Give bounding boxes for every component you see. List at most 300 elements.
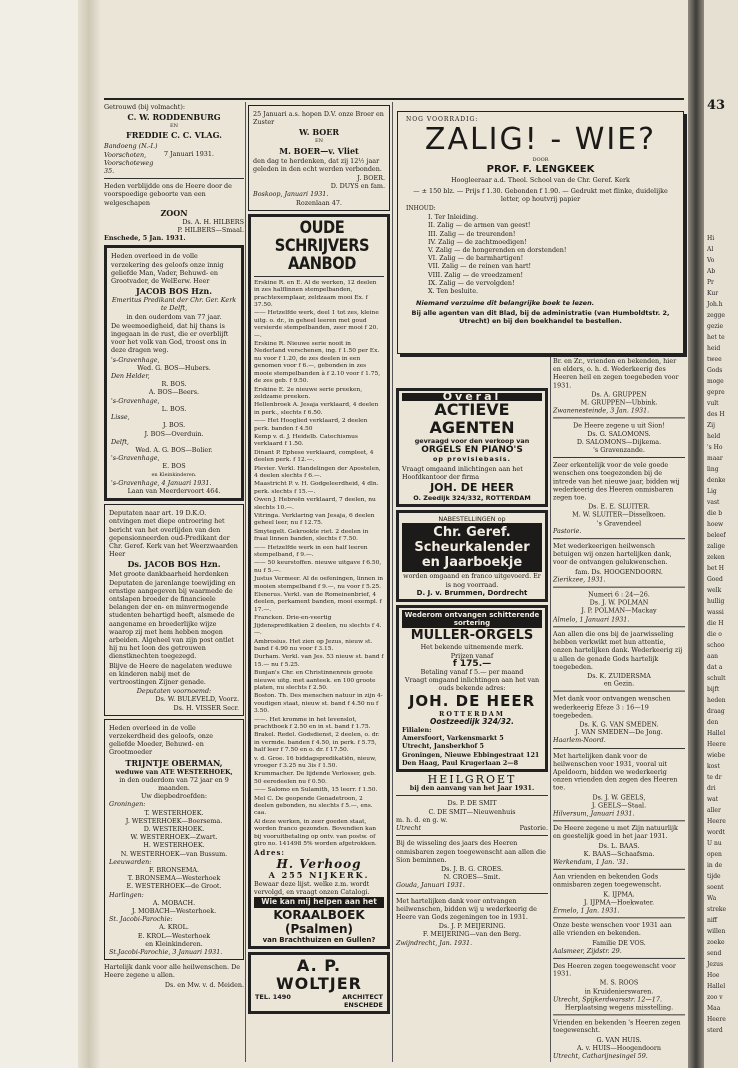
greeting-notice — [553, 921, 685, 954]
notice-text: De weemoedigheid, dat hij thans is ingegaan in de rust, die er overblijft voor het volk van God, troost ons in deze dragen weg. — [111, 321, 229, 355]
ad-banner: Wederom ontvangen schitterende sortering — [402, 610, 542, 628]
ad-heading: OUDE SCHRIJVERS AANBOD — [274, 217, 370, 274]
signature: N. CROES—Smit. — [443, 873, 501, 882]
signature: Numeri 6 : 24—26. — [588, 590, 650, 599]
address: Rozenlaan 47. — [296, 198, 342, 207]
ad-price: f 175.— — [452, 658, 492, 669]
ad-heading: ACTIEVE AGENTEN — [429, 400, 515, 438]
toc-entry: I. Ter Inleiding. — [428, 213, 479, 222]
notice-text: Aan allen die ons bij de jaarwisseling hebben verkwikt met hun attentie, onzen hartelijken dank. Wederkeerig zij u allen de genade Gods hartelijk toegebeden. — [553, 630, 683, 671]
notice-date: Werkendam, 1 Jan. '31. — [553, 857, 629, 866]
relative: T. WESTERHOEK. — [144, 808, 204, 817]
signature: M. S. ROOS — [599, 979, 639, 988]
next-page-fragment: Lig — [707, 488, 717, 495]
book-entry: Brakel. Redel. Godsdienst, 2 deelen, o. dr. in vermde. banden f 4.50, in perk. f 5.75, half leer f 7.50 en o. dr. f 17.50. — [254, 732, 380, 754]
next-page-fragment: Heere — [707, 1016, 726, 1023]
next-page-fragment: streke — [707, 906, 727, 913]
notice-text: Br. en Zr., vrienden en bekenden, hier en elders, o. h. d. Wederkeerig des Heeren heil en zegen toegebeden voor 1931. — [553, 356, 679, 390]
notice-line: weduwe van ATE WESTERHOEK, — [115, 767, 233, 776]
signature: 's Gravenzande. — [593, 446, 645, 455]
signature: Ds. A. GRUPPEN — [591, 390, 647, 399]
greeting-notice — [553, 752, 685, 818]
signature: Ds. J. W. GEELS, — [592, 793, 646, 802]
book-entry: Smytegelt. Gekrookte riet. 2 deelen in fraai linnen banden, slechts f 7.50. — [254, 528, 369, 543]
next-page-fragment: kost — [707, 763, 720, 770]
book-entry: Elsnerus. Verkl. van de Romeinenbrief, 4 deelen, perkament banden, mooi exempl. f 17.—. — [254, 592, 382, 613]
address: Pastorie. — [519, 824, 548, 833]
relative: E. WESTERHOEK—de Groot. — [126, 882, 222, 891]
book-author: PROF. F. LENGKEEK — [486, 164, 595, 176]
phone: TEL. 1490 — [255, 992, 291, 1001]
next-page-fragment: hoew — [707, 521, 724, 528]
relative: E. KROL—Westerhoek — [137, 931, 211, 940]
greeting-notice — [553, 1019, 685, 1061]
relative: L. BOS. — [161, 404, 187, 413]
notice-line: Deputaten voornoemd: — [136, 687, 212, 696]
next-page-fragment: U nu — [707, 840, 722, 847]
toc-entry: IV. Zalig — de zachtmoedigen! — [428, 237, 527, 246]
notice-date: Pastorie. — [553, 527, 582, 536]
next-page-fragment: vult — [707, 400, 719, 407]
divider — [553, 457, 685, 458]
relative: A. KROL. — [159, 923, 189, 932]
branches-list — [402, 734, 542, 767]
death-notice-bos — [104, 245, 244, 501]
next-page-fragment: heid — [707, 345, 721, 352]
signature: A. v. HUIS—Hoogendoorn — [576, 1043, 662, 1052]
divider — [553, 820, 685, 821]
next-page-fragment: draag — [707, 708, 725, 715]
place: St. Jacobi-Parochie: — [109, 915, 173, 924]
relative: W. WESTERHOEK—Zwart. — [130, 833, 218, 842]
notice-text: Aan vrienden en bekenden Gods onmisbaren zegen toegewenscht. — [553, 872, 662, 889]
relative: J. BOS—Overduin. — [144, 429, 204, 438]
signature: G. VAN HUIS. — [596, 1035, 642, 1044]
book-entry: Erskine R. en E. Al de werken, 12 deelen in zes halflinnen stempelbanden, prachtexemplaar, zeldzaam mooi Ex. f 37.50. — [254, 279, 377, 309]
column-divider — [245, 102, 246, 1062]
notice-text: Met hartelijken dank voor ontvangen heilwenschen, bidden wij u wederkeerig de Heere van Gods zegeningen toe in 1931. — [396, 896, 537, 921]
next-page-fragment: schult — [707, 675, 726, 682]
relatives-list — [109, 800, 239, 956]
place: 's-Gravenhage, — [111, 355, 160, 364]
book-entry: Owen J. Hebreën verklaard, 7 deelen, nu slechts 10.—. — [254, 497, 376, 511]
notice-text: Bewaar deze lijst. welke z.m. wordt vervolgd, en vraagt onzen Catalogi. — [254, 879, 370, 897]
place: Harlingen: — [109, 890, 144, 899]
branch-address: Den Haag, Paul Krugerlaan 2—8 — [402, 758, 519, 767]
divider — [104, 178, 244, 179]
notice-line: Voorschoteweg 35. — [104, 158, 154, 176]
firm-address: Oostzeedijk 324/32. — [430, 716, 514, 726]
firm-address: O. Zeedijk 324/332, ROTTERDAM — [413, 494, 531, 503]
table-of-contents — [406, 213, 675, 295]
place: Delft, — [111, 437, 129, 446]
next-page-fragment: ling — [707, 466, 719, 473]
book-entry: Erskine E. 2e nieuwe serie preeken, zeldzame preeken. — [254, 386, 363, 400]
firm-city: ROTTERDAM — [439, 709, 505, 718]
greeting-notice — [553, 422, 685, 454]
notice-text: Heden overleed in de volle verzekerdheid des geloofs, onze geliefde Moeder, Behuwd- en Grootmoeder — [109, 723, 214, 757]
next-page-fragment: Al — [707, 246, 714, 253]
signature: Ds. H. VISSER Secr. — [173, 703, 239, 712]
signature: M. GRUPPEN—Ubbink. — [580, 398, 658, 407]
book-entry: Erskine R. Nieuwe serie nooit in Nederland verschenen, ing. f 1.50 per Ex. nu voor f 1.20, de zes deelen in een genomen voor f 6.—, gebonden in zes mooie stempelbanden à f 2.10 voor f 1.75, de zes geb. f 9.50. — [254, 341, 381, 385]
greeting-notice — [553, 542, 685, 584]
next-page-fragment: vast — [707, 499, 720, 506]
book-entry: Hellenbroek A. Jesaja verklaard, 4 deelen in perk., slechts f 6.50. — [254, 402, 379, 416]
toc-label: INHOUD: — [406, 205, 436, 213]
book-title: ZALIG! - WIE? — [424, 122, 657, 158]
notice-line: EN — [169, 123, 179, 130]
notice-date: Aalsmeer, Zijdstr. 29. — [553, 946, 622, 955]
greeting-meijering — [396, 897, 548, 947]
next-page-fragment: aller — [707, 807, 721, 814]
next-page-edge — [704, 0, 738, 1068]
notice-line: Uw diepbedroefden: — [140, 792, 208, 801]
branch-address: Groningen, Nieuwe Ebbingestraat 121 — [402, 750, 540, 759]
seller-address: A 255 NIJKERK. — [268, 869, 370, 880]
section-sub: bij den aanvang van het Jaar 1931. — [409, 784, 535, 793]
notice-date: Hilversum, Januari 1931. — [553, 809, 635, 818]
organ-ad — [396, 605, 548, 772]
wanted-sub: van Brachthuizen en Gullen? — [262, 935, 376, 944]
ad-kicker: NOG VOORRADIG: — [406, 116, 479, 123]
author-title: Hoogleeraar a.d. Theol. School van de Chr. Geref. Kerk — [451, 176, 630, 185]
notice-name: FREDDIE C. C. VLAG. — [126, 130, 222, 141]
place: Groningen: — [109, 800, 146, 809]
signature: Ds. J. W. POLMAN — [589, 598, 649, 607]
next-page-fragment: Heere — [707, 741, 726, 748]
relative: T. BRONSEMA—Westerhoek — [127, 874, 221, 883]
bookseller-ad — [248, 214, 390, 949]
column-4 — [553, 356, 685, 1060]
toc-entry: VI. Zalig — de barmhartigen! — [428, 254, 524, 263]
book-entry: Mel C. De geopende Genadetroon, 2 deelen gebonden, nu slechts f 5.—, ens. caa. — [254, 795, 373, 817]
publisher: D. J. v. Brummen, Dordrecht — [416, 588, 528, 597]
architect-ad — [248, 952, 390, 1014]
agents-ad — [396, 388, 548, 507]
notice-name: M. BOER—v. Vliet — [279, 145, 359, 156]
next-page-fragment: send — [707, 950, 722, 957]
relative: en Kleinkinderen. — [151, 471, 197, 478]
relative: en Kleinkinderen. — [145, 939, 203, 948]
notice-text: Blijve de Heere de nagelaten weduwe en kinderen nabij met de vertroostingen Zijner genade. — [109, 661, 232, 686]
notice-name: ZOON — [160, 207, 188, 218]
notice-line: Emeritus Predikant der Chr. Ger. Kerk te Delft, — [111, 296, 237, 313]
divider — [553, 691, 685, 692]
section-heading: HEILGROET — [427, 773, 517, 787]
place: St.Jacobi-Parochie, 3 Januari 1931. — [109, 948, 223, 957]
deputies-notice — [104, 504, 244, 716]
next-page-fragment: Hi — [707, 235, 715, 242]
signature: J. VAN SMEDEN—De Jong. — [575, 728, 663, 737]
signature: Ds. W. BULEVELD, Voorz. — [155, 695, 239, 704]
next-page-fragment: Joh.h — [707, 301, 723, 308]
next-page-fragment: beleef — [707, 532, 726, 539]
book-list — [254, 280, 384, 849]
next-page-fragment: Ab — [707, 268, 716, 275]
divider — [396, 835, 548, 836]
notice-text: Met groote dankbaarheid herdenken Deputaten de jarenlange toewijding en ernstige aangegeven bij waarmede de ontslapen broeder de financieele belangen der en- en minvermogende studenten behartigd heeft, alsmede de aangename en broederlijke wijze waarop zij met hem hebben mogen arbeiden. Algeheel van zijn post ontlet hij nu het loon des getrouwen dienstknechten toegezegd. — [109, 570, 236, 661]
ad-line: gevraagd voor den verkoop van — [414, 437, 530, 446]
next-page-fragment: Maa — [707, 1005, 721, 1012]
notice-date: Gouda, Januari 1931. — [396, 881, 465, 890]
ad-heading: Chr. Geref. Scheurkalender en Jaarboekje — [402, 523, 542, 572]
book-entry: Plevier. Verkl. Handelingen der Apostelen, 4 deelen slechts f 6.—. — [254, 465, 381, 479]
next-page-fragment: Zij — [707, 422, 715, 429]
relative: D. WESTERHOEK. — [143, 825, 205, 834]
signature: Familie DE VOS. — [592, 938, 646, 947]
relative: F. BRONSEMA. — [148, 866, 200, 875]
book-entry: Maastricht P. v. H. Godgeleerdheid, 4 dln. perk. slechts f 15.—. — [254, 481, 379, 495]
ad-line: op provisiebasis. — [432, 455, 512, 464]
notice-text: Vrienden en bekenden 's Heeren zegen toegewenscht. — [553, 1018, 681, 1035]
notice-date: Almelo, 1 Januari 1931. — [553, 615, 630, 623]
notice-line: Voorschoten, — [104, 150, 147, 159]
next-page-fragment: zoeke — [707, 939, 725, 946]
book-entry: Al deze werken, in zeer goeden staat, worden franco gezonden. Bovendien kan bij vooruitbetaling op ontv. van postw. of giro no. 141498 5% worden afgetrokken. — [254, 818, 377, 848]
notice-text: Heden verblijdde ons de Heere door de voorspoedige geboorte van een welgeschapen — [104, 182, 232, 207]
book-entry: —— Het Hooglied verklaard, 2 deelen perk. banden f 4.50 — [254, 418, 368, 432]
address-label: Adres: — [254, 848, 285, 858]
signature: Ds. L. BAAS. — [598, 841, 640, 850]
relative: J. MOBACH—Westerhoek. — [131, 907, 217, 916]
relative: A. BOS—Beers. — [148, 388, 200, 397]
signature: J. BOER. — [357, 174, 385, 183]
next-page-fragment: Wa — [707, 895, 717, 902]
book-ad-zalig — [397, 111, 684, 354]
next-page-fragment: aan — [707, 653, 719, 660]
next-page-fragment: Hallel — [707, 730, 726, 737]
notice-text: Met wederkeerigen heilwensch betuigen wij onzen hartelijken dank, voor de ontvangen gelukwenschen. — [553, 542, 672, 567]
ad-heading: MULLER-ORGELS — [410, 628, 534, 644]
book-entry: Ambrosius. Het zien op Jezus, nieuw st. band f 4.90 nu voor f 3.15. — [254, 638, 373, 652]
next-page-fragment: Hoe — [707, 972, 720, 979]
signature: D. SALOMONS—Dijkema. — [576, 437, 662, 446]
relative: Wed. A. G. BOS—Bolier. — [135, 445, 213, 454]
signature: J. GEELS—Staal. — [591, 801, 647, 810]
next-page-fragment: Jezus — [707, 961, 724, 968]
notice-text: 25 Januari a.s. hopen D.V. onze Broer en Zuster — [253, 110, 384, 127]
next-page-fragment: niff — [707, 917, 718, 924]
next-page-fragment: willen — [707, 928, 726, 935]
notice-text: den dag te herdenken, dat zij 12½ jaar geleden in den echt werden verbonden. — [253, 156, 382, 173]
toc-entry: X. Ten besluite. — [428, 287, 479, 296]
notice-date: Haarlem-Noord. — [553, 736, 606, 745]
relative: R. BOS. — [161, 380, 187, 389]
signature: Ds. K. ZUIDERSMA — [587, 671, 651, 680]
firm-name: JOH. DE HEER — [408, 691, 536, 710]
next-page-fragment: het te — [707, 334, 725, 341]
next-page-fragment: welk — [707, 587, 722, 594]
next-page-fragment: die b — [707, 510, 723, 517]
next-page-fragment: Goed — [707, 576, 723, 583]
top-rule — [104, 98, 684, 100]
branches-label: Filialen: — [402, 726, 432, 735]
book-entry: —— 50 keurstoffen. nieuwe uitgave f 6.50, nu f 5.—. — [254, 560, 382, 574]
place: Leeuwarden: — [109, 857, 152, 866]
wanted-banner: Wie kan mij helpen aan het — [254, 897, 384, 907]
greeting-desmit — [396, 799, 548, 832]
next-page-fragment: wassi — [707, 609, 724, 616]
column-2 — [248, 102, 390, 1017]
notice-line: P. HILBERS—Smaal. — [177, 226, 244, 235]
next-page-fragment: die H — [707, 620, 724, 627]
divider — [553, 1015, 685, 1016]
notice-line: in den ouderdom van 77 jaar. — [126, 312, 222, 321]
relative: E. BOS — [162, 462, 186, 471]
ad-text: Vraagt omgaand inlichtingen aan het Hoofdkantoor der firma — [402, 464, 523, 481]
next-page-fragment: wat — [707, 796, 719, 803]
place: 's-Gravenhage, — [111, 396, 160, 405]
notice-text: Deputaten naar art. 19 D.K.O. ontvingen met diepe ontroering het bericht van het overlijden van den gepensionneerden oud-Predikant der Chr. Geref. Kerk van het Weerzwaarden Heer — [109, 509, 238, 559]
notice-line: Getrouwd (bij volmacht): — [104, 103, 185, 111]
column-divider — [550, 355, 551, 1062]
signature: J. P. POLMAN—Mackay — [581, 606, 657, 615]
next-page-fragment: zalige — [707, 543, 725, 550]
notice-date: Enschede, 5 Jan. 1931. — [104, 234, 186, 243]
next-page-fragment: gezie — [707, 323, 724, 330]
book-entry: —— Hetzelfde werk, deel 1 tot zes, kleine uitg. o. dr., in geheel leeren met goud versierde stempelbanden, zeer mooi f 20.—. — [254, 310, 379, 339]
signature: Herplaatsing wegens misstelling. — [564, 1003, 674, 1012]
address: Laan van Meerdervoort 464. — [127, 486, 221, 495]
greeting-croes — [396, 839, 548, 889]
branch-address: Amersfoort, Varkensmarkt 5 — [402, 734, 504, 743]
notice-text: Bij de wisseling des jaars des Heeren onmisbaren zegen toegewenscht aan allen die Sion beminnen. — [396, 839, 546, 864]
notice-text: De Heere zegene u met Zijn natuurlijk en geestelijk goed in het jaar 1931. — [553, 824, 678, 841]
signature: Ds. P. DE SMIT — [447, 799, 497, 808]
signature: Ds. en Mw. v. d. Meiden. — [164, 980, 244, 989]
next-page-fragment: zeken — [707, 554, 725, 561]
ad-text: Vraagt omgaand inlichtingen aan het van ouds bekende adres: — [404, 676, 540, 693]
signature: K. IJPMA. — [603, 890, 635, 899]
relative: H. WESTERHOEK. — [143, 841, 205, 850]
notice-line: Bandoeng (N.-I.) — [104, 142, 158, 151]
next-page-fragment: zegge — [707, 312, 725, 319]
book-entry: Boston. Th. Des menschen natuur in zijn 4-voudigen staat, nieuw st. band f 4.50 nu f 3.50. — [254, 693, 383, 715]
profession: ARCHITECT — [342, 992, 383, 1001]
notice-line: Ds. A. H. HILBERS — [182, 217, 244, 226]
notice-date: Zierikzee, 1931. — [553, 575, 606, 584]
book-entry: Kemp v. d. J. Heidelb. Catechismus verklaard f 1.50. — [254, 433, 358, 448]
notice-line: DOOR — [532, 157, 549, 164]
notice-name: Ds. JACOB BOS Hzn. — [127, 559, 221, 570]
greeting-notice — [553, 962, 685, 1012]
ad-text: Het bekende uitnemende merk. — [420, 643, 524, 652]
death-notice-oberman — [104, 719, 244, 960]
calendar-ad — [396, 510, 548, 602]
architect-name: A. P. WOLTJER — [276, 955, 362, 993]
book-entry: ——. Het kromme in het levenslot, prachtboek f 2.50 en in st. band f 1.75. — [254, 716, 371, 730]
city: ENSCHEDE — [343, 1000, 383, 1009]
notice-date: 's-Gravenhage, 4 Januari 1931. — [111, 478, 212, 487]
signature: Ds. G. SALOMONS. — [587, 429, 651, 438]
next-page-fragment: des H — [707, 411, 725, 418]
ad-text: worden omgaand en franco uitgevoerd. Er is nog voorraad. — [403, 572, 541, 589]
column-1 — [104, 102, 244, 989]
next-page-text — [704, 113, 738, 1036]
divider — [553, 918, 685, 919]
next-page-fragment: twee — [707, 356, 722, 363]
toc-entry: II. Zalig — de armen van geest! — [428, 221, 531, 230]
notice-text: Hartelijk dank voor alle heilwenschen. De Heere zegene u allen. — [104, 963, 240, 980]
column-3-lower — [396, 385, 548, 947]
next-page-fragment: Vo — [707, 257, 715, 264]
signature: De Heere zegene u uit Sion! — [573, 421, 665, 430]
book-entry: —— Salomo en Sulamith, 15 leerr. f 1.50. — [254, 787, 378, 794]
greeting-notice — [553, 873, 685, 915]
book-entry: Vitringa. Verklaring van Jesaja, 6 deelen geheel leer, nu f 12.75. — [254, 513, 375, 527]
divider — [553, 418, 685, 419]
greeting-notice — [553, 695, 685, 745]
branch-address: Utrecht, Jansberkhof 5 — [402, 742, 484, 751]
wanted-title: KORAALBOEK (Psalmen) — [273, 907, 365, 936]
ad-line: NABESTELLINGEN op — [438, 515, 506, 524]
toc-entry: V. Zalig — de hongerenden en dorstenden! — [428, 246, 567, 255]
next-page-fragment: wordt — [707, 829, 725, 836]
signature: K. BAAS—Schaafsma. — [583, 849, 655, 858]
toc-entry: IX. Zalig — de vervolgden! — [428, 278, 515, 287]
greeting-notice — [553, 824, 685, 866]
next-page-fragment: moge — [707, 378, 724, 385]
signature: J. IJPMA—Hoekwater. — [583, 898, 655, 907]
divider — [553, 748, 685, 749]
next-page-fragment: heden — [707, 697, 726, 704]
next-page-fragment: denke — [707, 477, 726, 484]
next-page-fragment: die o — [707, 631, 722, 638]
notice-text: Onze beste wenschen voor 1931 aan alle vrienden en bekenden. — [553, 921, 672, 938]
next-page-fragment: sterd — [707, 1027, 723, 1034]
signature: Ds. K. G. VAN SMEDEN. — [579, 720, 659, 729]
relative: A. MOBACH. — [152, 898, 196, 907]
notice-date: Zwanenesteinde, 3 Jan. 1931. — [553, 406, 650, 415]
binding-spine — [78, 0, 100, 1068]
next-page-fragment: zoo v — [707, 994, 723, 1001]
thanks-notice — [104, 963, 244, 989]
notice-date: Zwijndrecht, Jan. 1931. — [396, 938, 473, 947]
birth-notice — [104, 182, 244, 242]
signature: Ds. J. P. MEIJERING. — [438, 922, 506, 931]
next-page-fragment: bijft — [707, 686, 720, 693]
divider — [553, 538, 685, 539]
next-page-fragment: dri — [707, 785, 716, 792]
place: Den Helder, — [111, 372, 150, 381]
notice-name: TRIJNTJE OBERMAN, — [125, 757, 223, 768]
notice-text: Zeer erkentelijk voor de vele goede wenschen ons toegezonden bij de intrede van het nieuwe jaar, bidden wij wederkeerig des Heeren onmisbaren zegen toe. — [553, 461, 680, 502]
next-page-fragment: Pr — [707, 279, 714, 286]
next-page-fragment: Kur — [707, 290, 719, 297]
next-page-fragment: Gods — [707, 367, 723, 374]
next-page-fragment: tijde — [707, 873, 721, 880]
next-page-fragment: dat a — [707, 664, 723, 671]
signature: F. MEIJERING—van den Berg. — [422, 930, 522, 939]
next-page-fragment: 's Ho — [707, 444, 723, 451]
notice-date: Boskoop, Januari 1931. — [253, 190, 329, 199]
ad-product: ORGELS EN PIANO'S — [421, 445, 523, 456]
book-entry: Francken. Drie-en-veertig Jijdenspredikatien 2 deelen, nu slechts f 4.—. — [254, 615, 382, 637]
notice-text: Met dank voor ontvangen wenschen wederkeerig Efeze 3 : 16—19 toegebeden. — [553, 694, 671, 720]
book-entry: Bunjan's Chr. en Christinnenreis groote nieuwe uitg. met aanteek. en 100 groote platen, nu slechts f 2.50. — [254, 670, 376, 691]
book-entry: Durham. Verkl. van Jes. 53 nieuw st. band f 15.— nu f 5.25. — [254, 654, 384, 668]
next-page-fragment: open — [707, 851, 722, 858]
ad-text: Betaling vanaf f 5.— per maand — [420, 668, 524, 677]
next-page-fragment: den — [707, 719, 719, 726]
signature: C. DE SMIT—Nieuwenhuis — [428, 807, 516, 816]
notice-text: Heden overleed in de volle verzekering des geloofs onze innig geliefde Man, Vader, Behuwd- en Grootvader, de WelEerw. Heer — [111, 252, 224, 286]
signature: Ds. J. B. G. CROES. — [440, 864, 504, 873]
divider — [396, 795, 548, 796]
signature: Ds. E. E. SLUITER. — [588, 502, 650, 511]
place: Utrecht — [396, 824, 422, 833]
